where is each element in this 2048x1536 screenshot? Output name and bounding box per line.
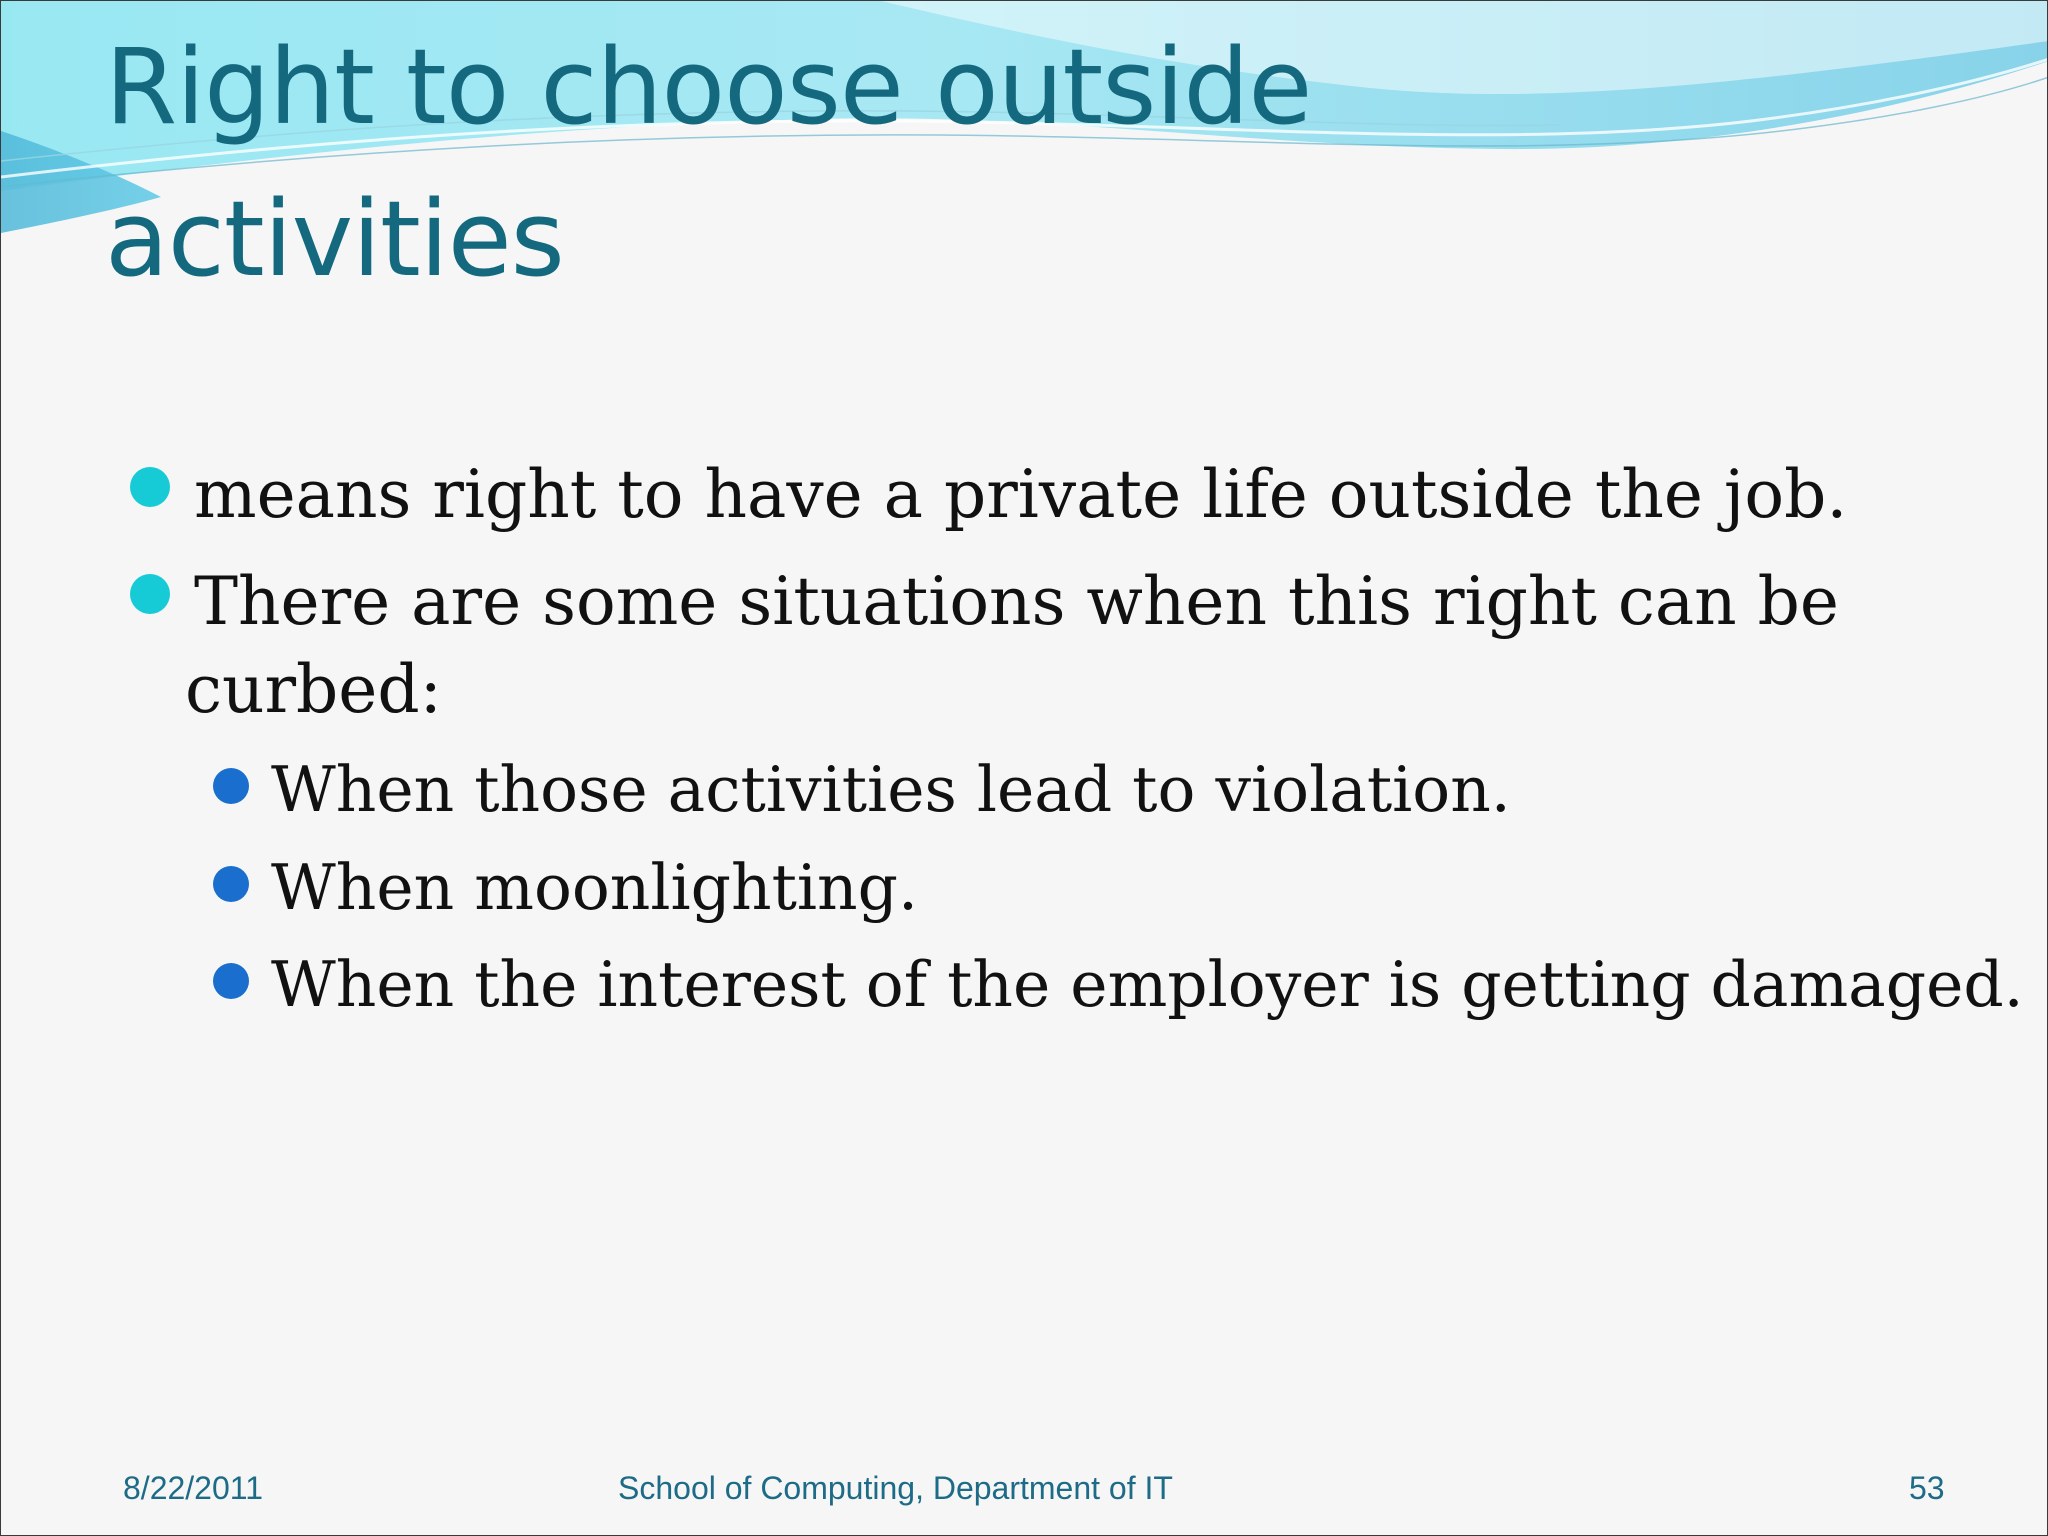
- bullet-dot-icon: [130, 574, 170, 614]
- slide-body: [1, 1, 2048, 1536]
- bullet-item: means right to have a private life outside the job.: [194, 456, 1848, 533]
- sub-bullet-item: When moonlighting.: [271, 851, 918, 924]
- footer-date: 8/22/2011: [123, 1470, 263, 1506]
- bullet-item-line-2: curbed:: [185, 651, 442, 728]
- slide-title-line-2: activities: [105, 178, 564, 300]
- footer-center-text: School of Computing, Department of IT: [618, 1470, 1173, 1506]
- sub-bullet-dot-icon: [213, 768, 249, 804]
- sub-bullet-item: When the interest of the employer is getting damaged.: [271, 948, 2024, 1021]
- sub-bullet-item: When those activities lead to violation.: [271, 753, 1511, 826]
- bullet-dot-icon: [130, 467, 170, 507]
- sub-bullet-dot-icon: [213, 963, 249, 999]
- sub-bullet-dot-icon: [213, 866, 249, 902]
- bullet-item-line-1: There are some situations when this right can be: [194, 563, 1839, 640]
- slide-title-line-1: Right to choose outside: [105, 26, 1312, 148]
- footer-page-number: 53: [1909, 1470, 1945, 1506]
